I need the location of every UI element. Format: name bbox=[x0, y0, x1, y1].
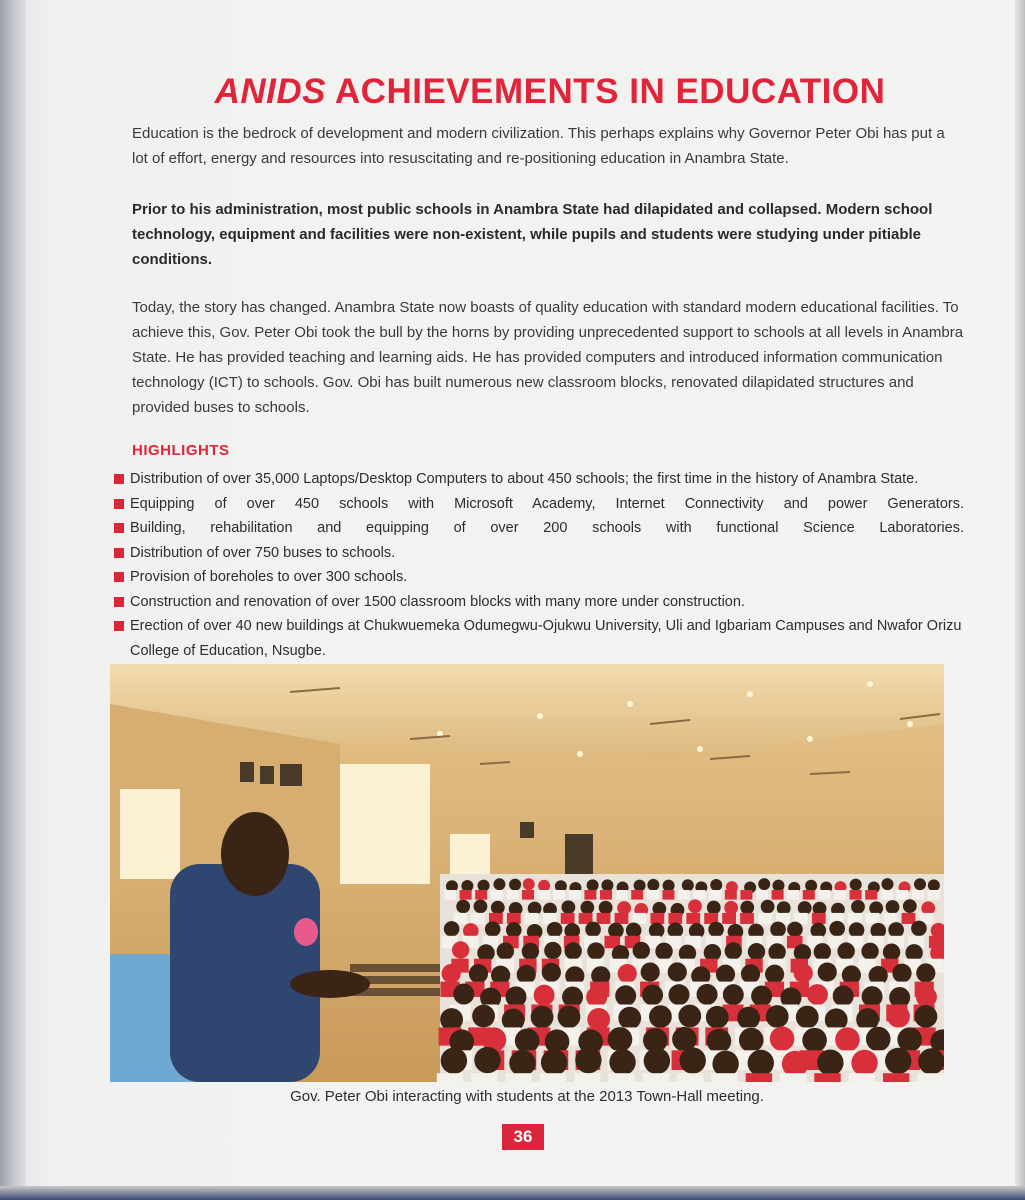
highlight-text: Erection of over 40 new buildings at Chukwuemeka Odumegwu-Ojukwu University, Uli and Igbariam Campuses and Nwafor Orizu College of Education, Nsugbe. bbox=[130, 618, 962, 659]
highlight-item bbox=[114, 565, 964, 590]
photo-caption: Gov. Peter Obi interacting with students at the 2013 Town-Hall meeting. bbox=[290, 1088, 764, 1105]
square-bullet-icon bbox=[114, 523, 124, 533]
highlight-item bbox=[114, 590, 964, 615]
book-cover-edge bbox=[0, 1186, 1025, 1200]
square-bullet-icon bbox=[114, 548, 124, 558]
square-bullet-icon bbox=[114, 474, 124, 484]
book-spine bbox=[0, 0, 26, 1200]
body-paragraph: Today, the story has changed. Anambra State now boasts of quality education with standard modern educational facilities. To achieve this, Gov. Peter Obi took the bull by the horns by providing unprecedented support to schools at all levels in Anambra State. He has provided teaching and learning aids. He has provided computers and introduced information communication technology (ICT) to schools. Gov. Obi has built numerous new classroom blocks, renovated dilapidated structures and provided buses to schools. bbox=[132, 299, 964, 416]
highlight-item bbox=[114, 467, 964, 492]
highlight-item bbox=[114, 516, 964, 541]
highlights-heading: HIGHLIGHTS bbox=[132, 442, 230, 459]
highlight-text: Distribution of over 35,000 Laptops/Desktop Computers to about 450 schools; the first time in the history of Anambra State. bbox=[130, 471, 919, 487]
square-bullet-icon bbox=[114, 621, 124, 631]
town-hall-photo bbox=[110, 664, 944, 1082]
highlight-item bbox=[114, 614, 964, 663]
square-bullet-icon bbox=[114, 572, 124, 582]
square-bullet-icon bbox=[114, 499, 124, 509]
highlights-list bbox=[114, 467, 964, 663]
highlight-text: Building, rehabilitation and equipping of over 200 schools with functional Science Laboratories. bbox=[130, 520, 964, 536]
highlight-text: Provision of boreholes to over 300 schools. bbox=[130, 569, 408, 585]
highlight-text: Equipping of over 450 schools with Microsoft Academy, Internet Connectivity and power Generators. bbox=[130, 495, 964, 512]
page-edge bbox=[1015, 0, 1025, 1200]
page-title bbox=[0, 72, 1025, 112]
title-emphasis: ANIDS bbox=[214, 72, 326, 111]
highlight-item bbox=[114, 541, 964, 566]
bold-paragraph: Prior to his administration, most public schools in Anambra State had dilapidated and collapsed. Modern school technology, equipment and facilities were non-existent, while pupils and students were studying under pitiable conditions. bbox=[132, 201, 933, 268]
highlight-text: Construction and renovation of over 1500 classroom blocks with many more under construction. bbox=[130, 593, 745, 610]
title-rest: ACHIEVEMENTS IN EDUCATION bbox=[325, 72, 886, 111]
page-number: 36 bbox=[502, 1124, 544, 1150]
highlight-item bbox=[114, 492, 964, 517]
square-bullet-icon bbox=[114, 597, 124, 607]
highlight-text: Distribution of over 750 buses to schools. bbox=[130, 544, 396, 561]
intro-paragraph: Education is the bedrock of development and modern civilization. This perhaps explains why Governor Peter Obi has put a lot of effort, energy and resources into resuscitating and re-positioning education in Anambra State. bbox=[132, 125, 945, 167]
town-hall-illustration bbox=[110, 664, 944, 1082]
